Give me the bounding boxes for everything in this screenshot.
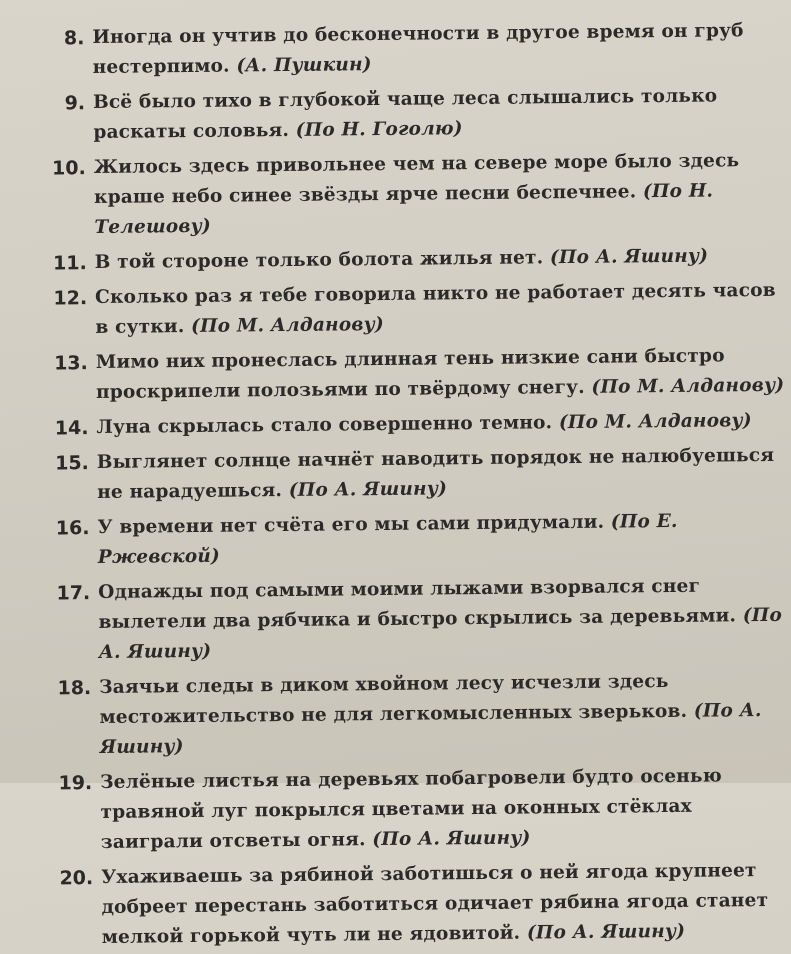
sentence-text: Зелёные листья на деревьях побагровели будто осенью травяной луг покрылся цветами на оконных стёклах заиграли отсветы огня.: [100, 765, 723, 853]
source-attribution: (По А. Яшину): [98, 604, 783, 664]
exercise-text: [92, 16, 784, 83]
sentence-text: Однажды под самыми моими лыжами взорвался снег вылетели два рябчика и быстро скрылись за деревьями.: [98, 575, 737, 634]
exercise-item: [40, 341, 788, 409]
exercise-item: [39, 276, 787, 344]
source-attribution: (По М. Алданову): [190, 313, 385, 338]
source-attribution: (По А. Яшину): [549, 245, 709, 269]
sentence-text: Луна скрылась стало совершенно темно.: [96, 412, 553, 439]
exercise-number: 18.: [57, 677, 92, 700]
sentence-text: Сколько раз я тебе говорила никто не работает десять часов в сутки.: [95, 279, 776, 339]
sentence-text: В той стороне только болота жилья нет.: [94, 247, 544, 274]
exercise-text: [99, 666, 791, 763]
exercise-item: [41, 506, 789, 574]
sentence-text: Выглянет солнце начнёт наводить порядок не налюбуешься не нарадуешься.: [96, 444, 775, 504]
exercise-item: [36, 16, 784, 84]
sentence-text: Иногда он учтив до бесконечности в другое время он груб нестерпимо.: [92, 20, 744, 79]
exercise-item: [42, 571, 790, 669]
exercise-text: [95, 241, 786, 278]
exercise-number: 14.: [54, 417, 89, 440]
exercise-text: [96, 341, 788, 408]
source-attribution: (По А. Яшину): [526, 920, 686, 944]
source-attribution: (По М. Алданову): [591, 374, 785, 398]
exercise-text: [95, 276, 787, 343]
exercise-number: 10.: [51, 157, 86, 180]
exercise-text: [94, 146, 786, 243]
exercise-item: [41, 441, 789, 509]
sentence-text: Мимо них пронеслась длинная тень низкие сани быстро проскрипели полозьями по твёрдому снегу.: [95, 345, 725, 404]
exercise-item: [38, 146, 786, 244]
exercise-item: [39, 241, 786, 279]
sentence-text: Всё было тихо в глубокой чаще леса слышались только раскаты соловья.: [92, 85, 718, 144]
exercise-number: 9.: [64, 92, 86, 115]
exercise-number: 17.: [56, 582, 91, 605]
exercise-text: [100, 761, 791, 858]
exercise-item: [44, 761, 791, 859]
exercise-item: [45, 856, 791, 954]
exercise-text: [98, 571, 790, 668]
exercise-text: [97, 441, 789, 508]
sentence-text: Ухаживаешь за рябиной заботишься о ней ягода крупнеет добреет перестань заботиться одичает рябина ягода станет мелкой горькой чуть ли не ядовитой.: [101, 860, 769, 948]
source-attribution: (По Н. Телешову): [94, 180, 714, 239]
exercise-number: 15.: [55, 452, 89, 475]
source-attribution: (По Н. Гоголю): [295, 118, 463, 141]
source-attribution: (А. Пушкин): [236, 54, 372, 77]
exercise-item: [37, 81, 785, 149]
exercise-number: 19.: [58, 772, 93, 795]
exercise-number: 13.: [54, 352, 88, 375]
exercise-number: 8.: [63, 27, 85, 50]
exercise-number: 20.: [59, 867, 94, 890]
exercise-text: [96, 406, 787, 443]
exercise-number: 16.: [55, 517, 90, 540]
exercise-item: [40, 406, 787, 444]
exercise-number: 11.: [52, 252, 87, 275]
exercise-number: 12.: [53, 287, 88, 310]
sentence-text: Заячьи следы в диком хвойном лесу исчезли здесь местожительство не для легкомысленных зверьков.: [99, 671, 688, 728]
exercise-text: [97, 506, 789, 573]
exercise-text: [101, 856, 791, 953]
sentence-text: Жилось здесь привольнее чем на севере море было здесь краше небо синее звёзды ярче песни беспечнее.: [93, 150, 740, 209]
exercise-text: [93, 81, 785, 148]
source-attribution: (По А. Яшину): [99, 700, 762, 758]
exercise-item: [43, 666, 791, 764]
sentence-text: У времени нет счёта его мы сами придумали.: [97, 511, 605, 539]
source-attribution: (По М. Алданову): [558, 410, 752, 434]
source-attribution: (По Е. Ржевской): [97, 510, 678, 569]
source-attribution: (По А. Яшину): [288, 478, 448, 502]
source-attribution: (По А. Яшину): [372, 827, 531, 851]
